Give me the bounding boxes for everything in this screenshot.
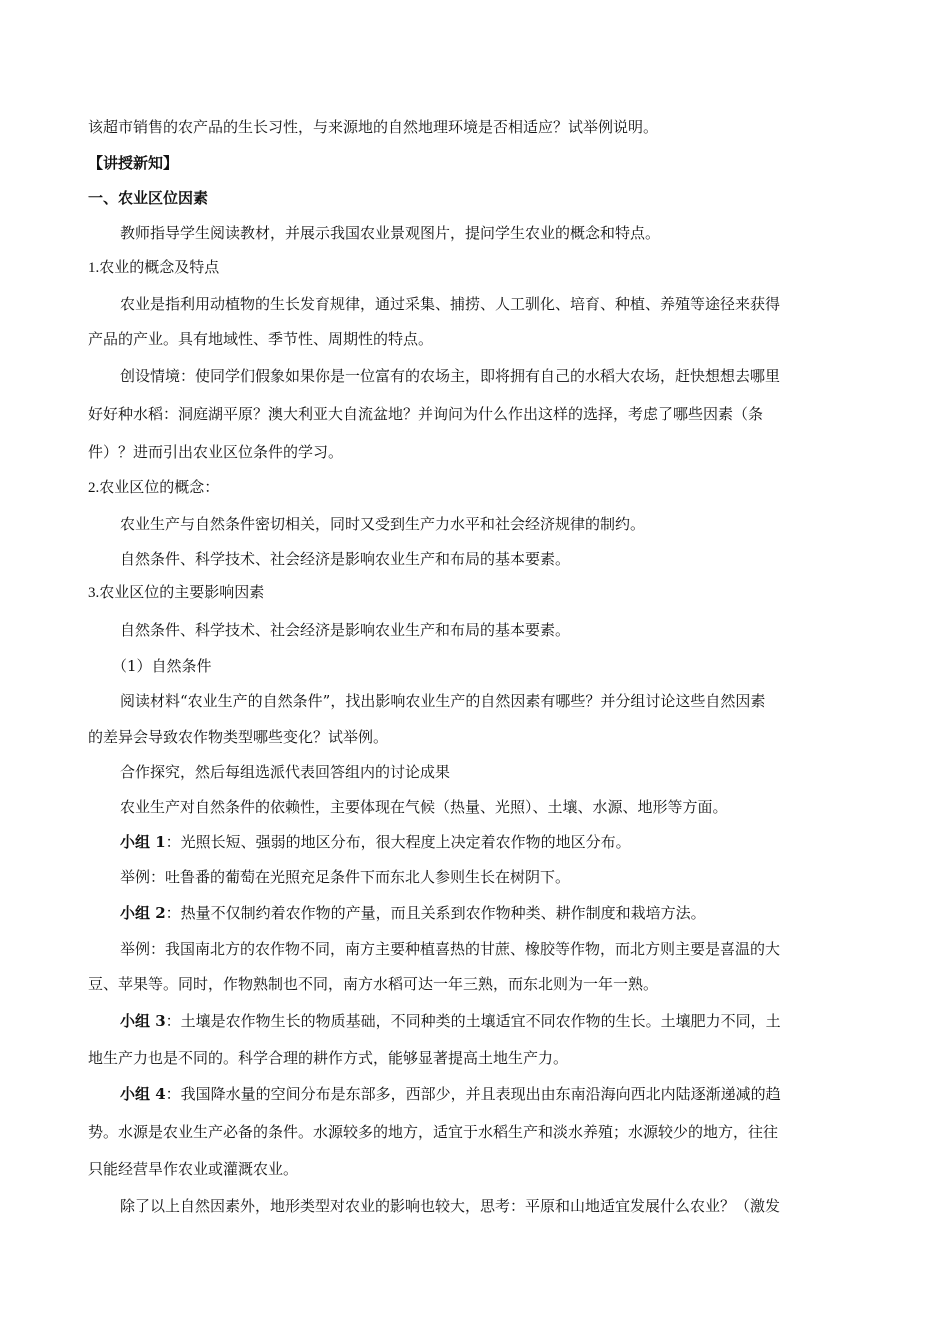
paragraph-dependence: 农业生产对自然条件的依赖性，主要体现在气候（热量、光照）、土壤、水源、地形等方面。 <box>120 798 728 816</box>
paragraph-location-concept: 农业生产与自然条件密切相关，同时又受到生产力水平和社会经济规律的制约。 <box>120 515 646 533</box>
paragraph-agriculture-definition: 农业是指利用动植物的生长发育规律，通过采集、捕捞、人工驯化、培育、种植、养殖等途径来获得 <box>120 295 781 313</box>
paragraph-scenario: 创设情境：使同学们假象如果你是一位富有的农场主，即将拥有自己的水稻大农场，赶快想想去哪里 <box>120 367 781 385</box>
group-4-paragraph <box>120 1084 868 1104</box>
example-north-south-cont: 豆、苹果等。同时，作物熟制也不同，南方水稻可达一年三熟，而东北则为一年一熟。 <box>88 975 659 993</box>
group-4-paragraph-cont-1: 势。水源是农业生产必备的条件。水源较多的地方，适宜于水稻生产和淡水养殖；水源较少的地方，往往 <box>88 1123 779 1141</box>
group-1-paragraph <box>120 832 868 852</box>
group-4-paragraph-cont-2: 只能经营旱作农业或灌溉农业。 <box>88 1160 299 1178</box>
subheading-natural-conditions: （1）自然条件 <box>112 657 212 675</box>
group-3-paragraph-cont: 地生产力也是不同的。科学合理的耕作方式，能够显著提高土地生产力。 <box>88 1049 569 1067</box>
group-1-label: 小组 1 <box>120 833 166 851</box>
example-north-south: 举例：我国南北方的农作物不同，南方主要种植喜热的甘蔗、橡胶等作物，而北方则主要是喜温的大 <box>120 940 781 958</box>
subheading-main-factors: 3.农业区位的主要影响因素 <box>88 585 265 601</box>
group-3-label: 小组 3 <box>120 1012 166 1030</box>
paragraph-reading-material: 阅读材料“农业生产的自然条件”，找出影响农业生产的自然因素有哪些？并分组讨论这些自然因素 <box>120 692 766 710</box>
subheading-location-concept: 2.农业区位的概念： <box>88 480 220 496</box>
group-4-label: 小组 4 <box>120 1085 166 1103</box>
group-3-paragraph <box>120 1011 868 1031</box>
paragraph-basic-elements-repeat: 自然条件、科学技术、社会经济是影响农业生产和布局的基本要素。 <box>120 621 571 639</box>
group-2-label: 小组 2 <box>120 904 166 922</box>
paragraph-terrain-question: 除了以上自然因素外，地形类型对农业的影响也较大，思考：平原和山地适宜发展什么农业？（激发 <box>120 1197 781 1215</box>
paragraph-reading-material-cont: 的差异会导致农作物类型哪些变化？试举例。 <box>88 728 389 746</box>
group-4-text: ：我国降水量的空间分布是东部多，西部少，并且表现出由东南沿海向西北内陆逐渐递减的趋 <box>165 1085 781 1103</box>
example-turpan: 举例：吐鲁番的葡萄在光照充足条件下而东北人参则生长在树阴下。 <box>120 868 571 886</box>
heading-agricultural-location-factors: 一、农业区位因素 <box>88 189 209 207</box>
group-3-text: ：土壤是农作物生长的物质基础，不同种类的土壤适宜不同农作物的生长。土壤肥力不同，土 <box>165 1012 781 1030</box>
paragraph-scenario-cont-1: 好好种水稻：洞庭湖平原？澳大利亚大自流盆地？并询问为什么作出这样的选择，考虑了哪些因素（条 <box>88 405 764 423</box>
subheading-concept-features: 1.农业的概念及特点 <box>88 260 220 276</box>
paragraph-teacher-guidance: 教师指导学生阅读教材，并展示我国农业景观图片，提问学生农业的概念和特点。 <box>120 224 661 242</box>
intro-question: 该超市销售的农产品的生长习性，与来源地的自然地理环境是否相适应？试举例说明。 <box>88 118 659 136</box>
paragraph-agriculture-definition-cont: 产品的产业。具有地域性、季节性、周期性的特点。 <box>88 330 434 348</box>
paragraph-scenario-cont-2: 件）？进而引出农业区位条件的学习。 <box>88 443 344 461</box>
paragraph-cooperative-inquiry: 合作探究，然后每组选派代表回答组内的讨论成果 <box>120 763 451 781</box>
group-1-text: ：光照长短、强弱的地区分布，很大程度上决定着农作物的地区分布。 <box>165 833 631 851</box>
group-2-paragraph <box>120 903 868 923</box>
paragraph-basic-elements: 自然条件、科学技术、社会经济是影响农业生产和布局的基本要素。 <box>120 550 571 568</box>
group-2-text: ：热量不仅制约着农作物的产量，而且关系到农作物种类、耕作制度和栽培方法。 <box>165 904 706 922</box>
section-heading-new-knowledge: 【讲授新知】 <box>88 154 179 172</box>
